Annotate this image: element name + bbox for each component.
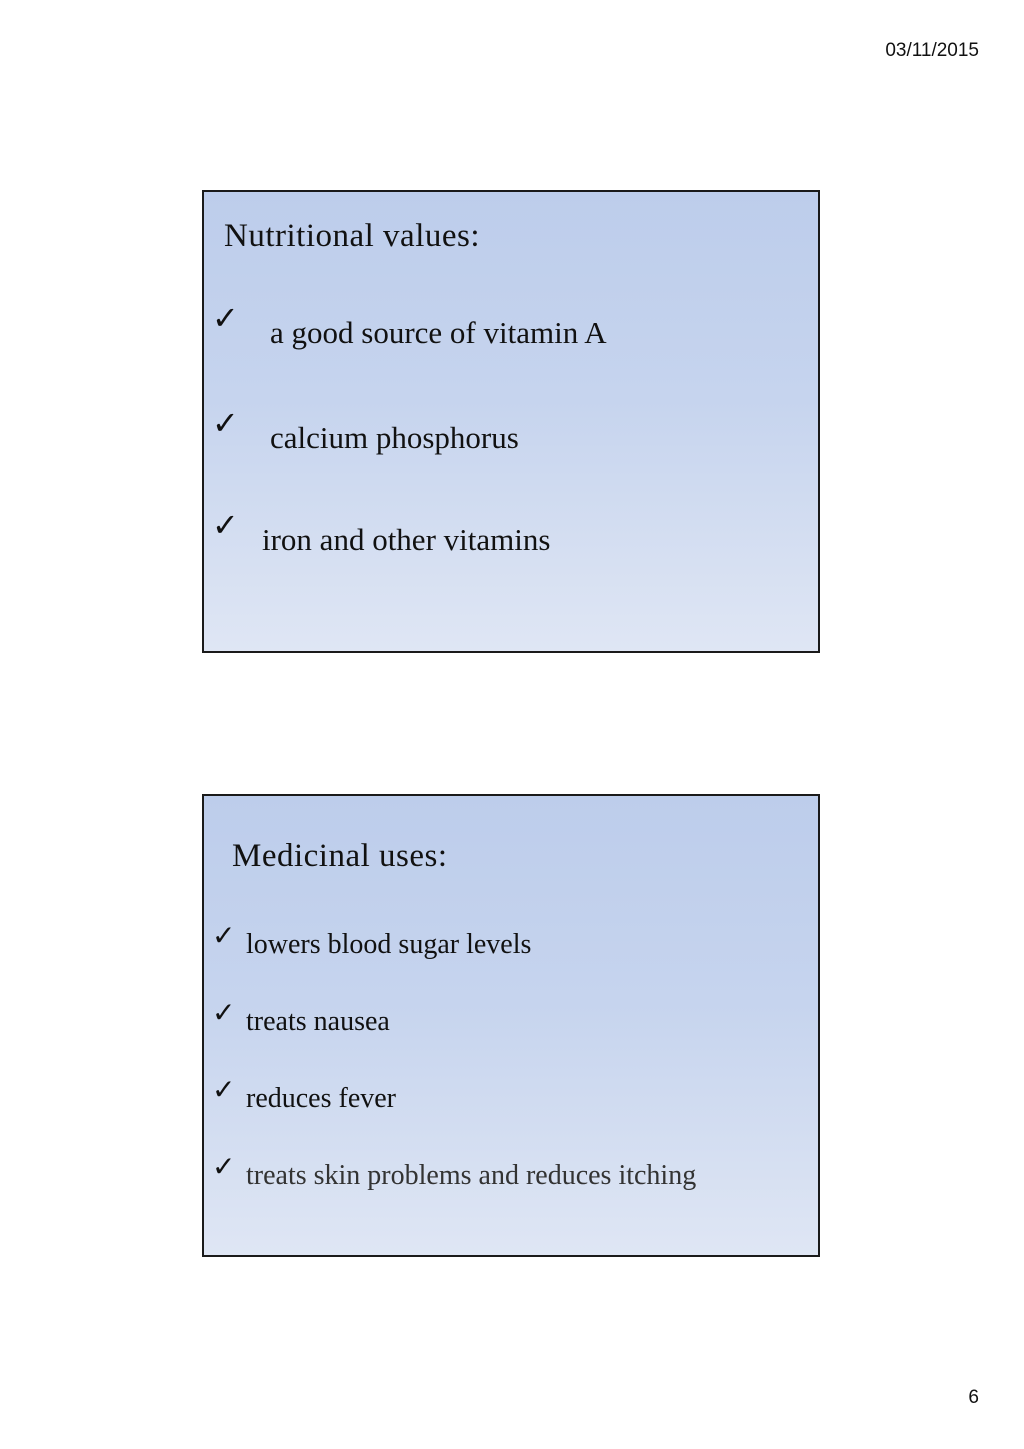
list-item-text: a good source of vitamin A <box>270 315 607 350</box>
slide-medicinal-uses <box>202 794 820 1257</box>
slide-nutritional-values <box>202 190 820 653</box>
list-item-text: calcium phosphorus <box>270 420 519 455</box>
checkmark-icon: ✓ <box>212 996 236 1029</box>
checkmark-icon: ✓ <box>212 1150 236 1183</box>
list-item <box>212 996 390 1037</box>
list-item <box>212 506 551 557</box>
checkmark-icon: ✓ <box>212 506 239 544</box>
list-item <box>212 919 532 960</box>
list-item-text: iron and other vitamins <box>262 522 551 557</box>
slide-heading: Nutritional values: <box>224 218 481 254</box>
list-item-text: lowers blood sugar levels <box>246 929 532 960</box>
list-item-text: treats skin problems and reduces itching <box>246 1160 697 1191</box>
list-item <box>212 299 607 350</box>
list-item-text: reduces fever <box>246 1083 397 1114</box>
slide-heading: Medicinal uses: <box>232 838 448 874</box>
page-number: 6 <box>968 1387 979 1408</box>
checkmark-icon: ✓ <box>212 404 239 442</box>
list-item <box>212 1150 697 1191</box>
list-item <box>212 1073 397 1114</box>
list-item-text: treats nausea <box>246 1006 390 1037</box>
checkmark-icon: ✓ <box>212 919 236 952</box>
checkmark-icon: ✓ <box>212 299 239 337</box>
checkmark-icon: ✓ <box>212 1073 236 1106</box>
list-item <box>212 404 519 455</box>
page-date: 03/11/2015 <box>885 40 979 61</box>
